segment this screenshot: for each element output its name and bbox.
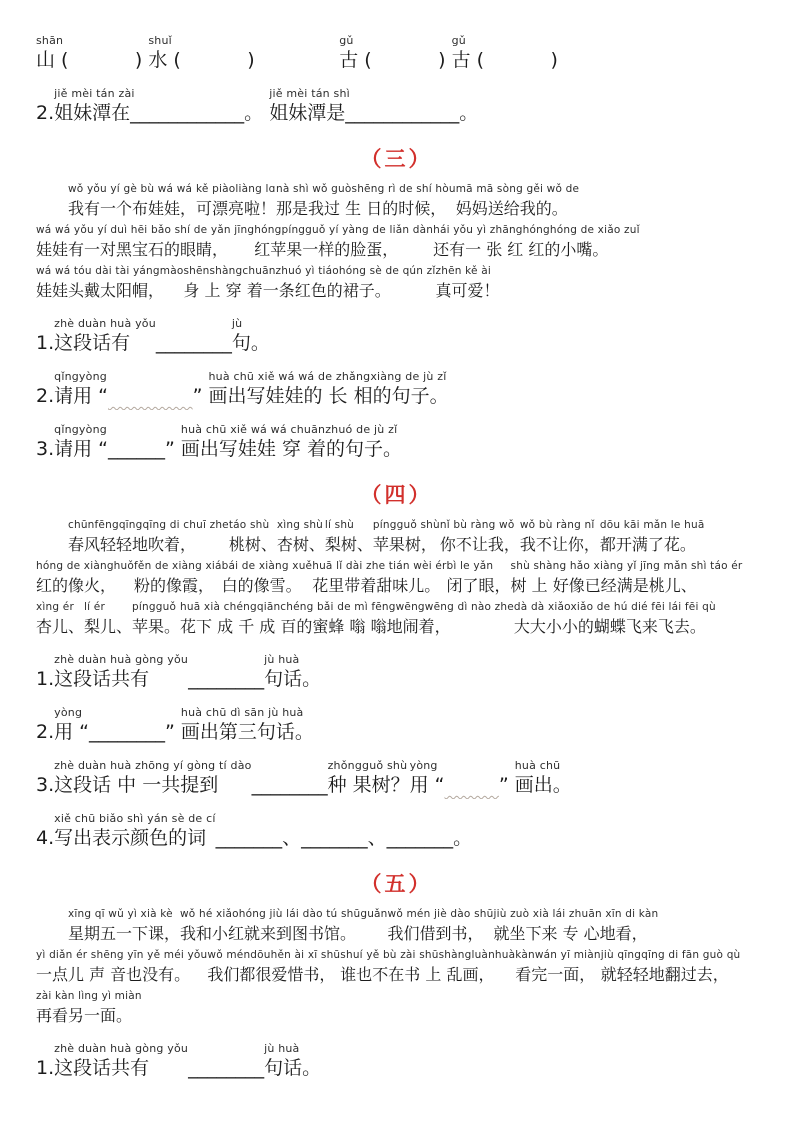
text-segment bbox=[84, 601, 132, 640]
paragraph-line bbox=[36, 908, 757, 947]
text-segment bbox=[54, 370, 108, 410]
chinese-text: ” bbox=[165, 438, 181, 460]
text-segment bbox=[54, 706, 89, 746]
chinese-text: 你不让我， bbox=[439, 535, 520, 554]
chinese-text: 水 ( ) bbox=[148, 49, 255, 71]
text-segment bbox=[54, 653, 188, 693]
pinyin-annotation: jù huà bbox=[264, 653, 300, 666]
pinyin-annotation: jiě mèi tán shì bbox=[269, 87, 350, 100]
text-segment bbox=[447, 560, 511, 599]
paragraph-line bbox=[36, 519, 757, 558]
pinyin-annotation: yòng bbox=[409, 759, 438, 772]
chinese-text: 我有一个布娃娃， bbox=[68, 199, 197, 218]
chinese-text: 我不让你， bbox=[519, 535, 600, 554]
text-segment bbox=[515, 949, 601, 988]
chinese-text: 还有一 张 红 红的小嘴。 bbox=[433, 240, 609, 259]
text-segment bbox=[36, 772, 54, 799]
chinese-text: 桃树、 bbox=[228, 535, 277, 554]
pinyin-annotation: xiě chū biǎo shì yán sè de cí bbox=[54, 812, 216, 825]
pinyin-annotation: chūnfēngqīngqīng di chuī zhe bbox=[68, 519, 229, 531]
text-segment bbox=[54, 812, 215, 852]
text-segment bbox=[36, 383, 54, 410]
chinese-text: ________ bbox=[155, 332, 232, 354]
text-segment bbox=[132, 601, 180, 640]
text-segment bbox=[165, 436, 181, 463]
text-segment bbox=[134, 560, 222, 599]
chinese-text: 请用 “ bbox=[54, 385, 109, 407]
chinese-text: 大大小小的蝴蝶飞来飞去。 bbox=[513, 617, 706, 636]
chinese-text: _______、_______、_______。 bbox=[215, 827, 473, 849]
chinese-text: ________ bbox=[188, 668, 265, 690]
question-line bbox=[36, 706, 757, 746]
chinese-text: 这段话共有 bbox=[54, 668, 150, 690]
text-segment bbox=[520, 519, 600, 558]
text-segment bbox=[54, 1042, 188, 1082]
chinese-text: 身 上 穿 着一条红色的裙子。 bbox=[183, 281, 391, 300]
chinese-text bbox=[445, 772, 499, 799]
pinyin-annotation: gǔ bbox=[339, 34, 354, 47]
answer-blank bbox=[89, 719, 165, 746]
text-segment bbox=[36, 560, 134, 599]
question-line bbox=[36, 370, 757, 410]
section-header: （五） bbox=[360, 872, 433, 896]
text-segment bbox=[276, 183, 456, 222]
fill-in-line bbox=[36, 34, 757, 74]
text-segment bbox=[433, 224, 640, 263]
pinyin-annotation: zhè duàn huà gòng yǒu bbox=[54, 1042, 189, 1055]
chinese-text: 这段话有 bbox=[54, 332, 131, 354]
chinese-text: 这段话共有 bbox=[54, 1057, 150, 1079]
text-segment bbox=[36, 330, 54, 357]
text-segment bbox=[493, 908, 658, 947]
chinese-text: 杏儿、 bbox=[36, 617, 85, 636]
text-segment bbox=[36, 990, 142, 1029]
text-segment bbox=[452, 34, 558, 74]
pinyin-annotation: wá wá yǒu yí duì hēi bǎo shí de yǎn jīng bbox=[36, 224, 255, 236]
text-segment bbox=[264, 653, 321, 693]
chinese-text: 真可爱！ bbox=[435, 281, 500, 300]
chinese-text: ________ bbox=[251, 774, 328, 796]
chinese-text: 句话。 bbox=[264, 668, 322, 690]
chinese-text: 花里带着甜味儿。 bbox=[312, 576, 441, 595]
wavy-answer-blank bbox=[108, 383, 193, 410]
pinyin-annotation: wǒ mén jiè dào shū bbox=[387, 908, 494, 920]
chinese-text: 一点儿 声 音也没有。 bbox=[36, 965, 191, 984]
text-segment bbox=[339, 34, 451, 74]
chinese-text: 可漂亮啦！ bbox=[196, 199, 277, 218]
pinyin-annotation: shuǐ bbox=[148, 34, 172, 47]
text-segment bbox=[277, 519, 325, 558]
chinese-text: 4. bbox=[36, 827, 55, 849]
text-segment bbox=[515, 759, 572, 799]
chinese-text: 山 ( ) bbox=[36, 49, 149, 71]
text-segment bbox=[148, 34, 254, 74]
text-segment bbox=[340, 949, 515, 988]
chinese-text: 就轻轻地翻过去， bbox=[600, 965, 729, 984]
text-segment bbox=[36, 666, 54, 693]
text-segment bbox=[410, 759, 445, 799]
text-segment bbox=[54, 423, 108, 463]
text-segment bbox=[36, 436, 54, 463]
chinese-text: 我们借到书， bbox=[387, 924, 484, 943]
wavy-answer-blank bbox=[445, 772, 499, 799]
pinyin-annotation: zhēn kě ài bbox=[435, 265, 491, 277]
pinyin-annotation: kànwán yī miàn bbox=[515, 949, 601, 961]
pinyin-annotation: huā xià chéngqiānchéng bǎi de mì fēngwēngwēng dì nào zhe bbox=[180, 601, 514, 613]
chinese-text: 画出写娃娃 穿 着的句子。 bbox=[180, 438, 403, 460]
pinyin-annotation: qǐngyòng bbox=[54, 370, 107, 383]
chinese-text: 星期五一下课， bbox=[68, 924, 181, 943]
question-line bbox=[36, 759, 757, 799]
pinyin-annotation: zhè duàn huà gòng yǒu bbox=[54, 653, 189, 666]
pinyin-annotation: shēnshàngchuānzhuó yì tiáohóng sè de qún zǐ bbox=[183, 265, 436, 277]
chinese-text: 1. bbox=[36, 332, 55, 354]
chinese-text: 种 果树？ bbox=[327, 774, 410, 796]
pinyin-annotation: shuí yě bù zài shūshàngluànhuà bbox=[340, 949, 516, 961]
text-segment bbox=[181, 423, 402, 463]
chinese-text: 这段话 中 一共提到 bbox=[54, 774, 219, 796]
pinyin-annotation: dà dà xiǎoxiǎo de hú dié fēi lái fēi qù bbox=[513, 601, 716, 613]
pinyin-annotation: dōu kāi mǎn le huā bbox=[599, 519, 705, 531]
pinyin-annotation: hóngpíngguǒ yí yàng de liǎn dàn bbox=[254, 224, 434, 236]
text-segment bbox=[269, 87, 478, 127]
text-segment bbox=[325, 519, 373, 558]
chinese-text: ” bbox=[165, 721, 181, 743]
chinese-text: 苹果。 bbox=[132, 617, 181, 636]
section-header: （三） bbox=[360, 147, 433, 171]
pinyin-annotation: jiù zuò xià lái zhuān xīn di kàn bbox=[493, 908, 659, 920]
chinese-text: 白的像雪。 bbox=[221, 576, 302, 595]
pinyin-annotation: fěn de xiàng xiá bbox=[134, 560, 222, 572]
chinese-text: 2. bbox=[36, 721, 55, 743]
pinyin-annotation: gǔ bbox=[451, 34, 466, 47]
chinese-text: 苹果树， bbox=[372, 535, 437, 554]
pinyin-annotation: yòng bbox=[54, 706, 83, 719]
chinese-text: 古 ( ) bbox=[339, 49, 452, 71]
text-segment bbox=[232, 317, 270, 357]
chinese-text: 2. bbox=[36, 102, 55, 124]
chinese-text: 花下 成 千 成 百的蜜蜂 嗡 嗡地闹着， bbox=[180, 617, 451, 636]
pinyin-annotation: jù huà bbox=[264, 1042, 300, 1055]
pinyin-annotation: xìng ér bbox=[36, 601, 74, 613]
text-segment bbox=[388, 908, 494, 947]
chinese-text: ________ bbox=[188, 1057, 265, 1079]
text-segment bbox=[328, 759, 410, 799]
pinyin-annotation: yì diǎn ér shēng yīn yě méi yǒu bbox=[36, 949, 208, 961]
text-segment bbox=[264, 1042, 321, 1082]
chinese-text: 用 “ bbox=[54, 721, 90, 743]
chinese-text: 我们都很爱惜书， bbox=[207, 965, 336, 984]
chinese-text: 谁也不在书 上 乱画， bbox=[340, 965, 495, 984]
text-segment bbox=[222, 560, 313, 599]
chinese-text: 杏树、 bbox=[276, 535, 325, 554]
pinyin-annotation: shù shàng hǎo xiàng yǐ jīng mǎn shì táo ér bbox=[510, 560, 743, 572]
chinese-text: ” bbox=[498, 774, 515, 796]
text-segment bbox=[511, 560, 743, 599]
text-segment bbox=[373, 519, 440, 558]
text-segment bbox=[36, 601, 84, 640]
chinese-text: 梨树、 bbox=[324, 535, 373, 554]
paragraph-line bbox=[36, 265, 757, 304]
paragraph-line bbox=[36, 990, 757, 1029]
text-segment bbox=[436, 265, 500, 304]
chinese-text: 1. bbox=[36, 1057, 55, 1079]
chinese-text: 姐妹潭是____________。 bbox=[269, 102, 479, 124]
pinyin-annotation: bì le yǎn bbox=[446, 560, 494, 572]
text-segment bbox=[36, 265, 183, 304]
chinese-text: 那是我过 生 日的时候， bbox=[276, 199, 447, 218]
chinese-text: 就坐下来 专 心地看， bbox=[493, 924, 648, 943]
pinyin-annotation: nǐ bù ràng wǒ bbox=[439, 519, 515, 531]
text-segment bbox=[193, 383, 209, 410]
pinyin-annotation: hái yǒu yì zhānghónghóng de xiǎo zuǐ bbox=[433, 224, 640, 236]
chinese-text: 画出。 bbox=[514, 774, 572, 796]
pinyin-annotation: huà chū xiě wá wá chuānzhuó de jù zǐ bbox=[180, 423, 398, 436]
chinese-text: 句。 bbox=[231, 332, 270, 354]
text-segment bbox=[255, 47, 340, 74]
text-segment bbox=[36, 949, 207, 988]
text-segment bbox=[36, 100, 54, 127]
chinese-text: 我和小红就来到图书馆。 bbox=[180, 924, 357, 943]
text-segment bbox=[208, 370, 448, 410]
chinese-text: 红苹果一样的脸蛋， bbox=[254, 240, 399, 259]
pinyin-annotation: shān bbox=[36, 34, 64, 47]
pinyin-annotation: wǒ méndōuhěn ài xī shū bbox=[207, 949, 341, 961]
text-segment bbox=[499, 772, 515, 799]
pinyin-annotation: wǒ bù ràng nǐ bbox=[519, 519, 595, 531]
text-segment bbox=[36, 224, 254, 263]
text-segment bbox=[312, 560, 446, 599]
pinyin-annotation: hóng de xiànghuǒ bbox=[36, 560, 135, 572]
chinese-text: 用 “ bbox=[409, 774, 445, 796]
pinyin-annotation: zài kàn lìng yì miàn bbox=[36, 990, 142, 1002]
text-segment bbox=[514, 601, 716, 640]
text-segment bbox=[54, 87, 269, 127]
chinese-text: 妈妈送给我的。 bbox=[455, 199, 568, 218]
chinese-text: 看完一面， bbox=[515, 965, 596, 984]
paragraph-line bbox=[36, 601, 757, 640]
pinyin-annotation: jiù qīngqīng di fān guò qù bbox=[600, 949, 741, 961]
text-segment bbox=[181, 706, 314, 746]
chinese-text: 红的像火， bbox=[36, 576, 117, 595]
text-segment bbox=[36, 34, 148, 74]
question-line bbox=[36, 423, 757, 463]
pinyin-annotation: jiě mèi tán zài bbox=[54, 87, 135, 100]
pinyin-annotation: píngguǒ bbox=[132, 601, 177, 613]
text-segment bbox=[207, 949, 340, 988]
chinese-text: ________ bbox=[89, 721, 166, 743]
pinyin-annotation: nà shì wǒ guòshēng rì de shí hòu bbox=[276, 183, 456, 195]
pinyin-annotation: huà chū bbox=[514, 759, 561, 772]
section-header: （四） bbox=[360, 483, 433, 507]
chinese-text: 春风轻轻地吹着， bbox=[68, 535, 197, 554]
chinese-text: 画出第三句话。 bbox=[180, 721, 314, 743]
text-segment bbox=[36, 1055, 54, 1082]
pinyin-annotation: bái de xiàng xuě bbox=[221, 560, 313, 572]
answer-blank bbox=[252, 772, 328, 799]
chinese-text: 请用 “ bbox=[54, 438, 109, 460]
chinese-text: 树 上 好像已经满是桃儿、 bbox=[510, 576, 697, 595]
text-segment bbox=[229, 519, 277, 558]
text-segment bbox=[54, 759, 251, 799]
chinese-text: 1. bbox=[36, 668, 55, 690]
chinese-text: ______ bbox=[108, 438, 166, 460]
chinese-text: 句话。 bbox=[264, 1057, 322, 1079]
paragraph-line bbox=[36, 224, 757, 263]
pinyin-annotation: zhǒngguǒ shù bbox=[327, 759, 408, 772]
question-line bbox=[36, 812, 757, 852]
pinyin-annotation: huà chū xiě wá wá de zhǎngxiàng de jù zǐ bbox=[208, 370, 447, 383]
pinyin-annotation: xīng qī wǔ yì xià kè bbox=[68, 908, 173, 920]
pinyin-annotation: wǒ hé xiǎohóng jiù lái dào tú shūguǎn bbox=[180, 908, 388, 920]
text-segment bbox=[440, 519, 520, 558]
pinyin-annotation: zhè duàn huà zhōng yí gòng tí dào bbox=[54, 759, 252, 772]
text-segment bbox=[54, 317, 156, 357]
text-segment bbox=[68, 519, 229, 558]
text-segment bbox=[254, 224, 433, 263]
text-segment bbox=[36, 825, 54, 852]
text-segment bbox=[68, 183, 196, 222]
text-segment bbox=[196, 183, 276, 222]
chinese-text: 姐妹潭在____________。 bbox=[54, 102, 270, 124]
question-line bbox=[36, 317, 757, 357]
text-segment bbox=[180, 908, 388, 947]
chinese-text: 写出表示颜色的词 bbox=[54, 827, 207, 849]
text-segment bbox=[165, 719, 181, 746]
answer-blank bbox=[156, 330, 232, 357]
chinese-text bbox=[108, 383, 193, 410]
text-segment bbox=[456, 183, 579, 222]
pinyin-annotation: zhè duàn huà yǒu bbox=[54, 317, 156, 330]
text-segment bbox=[183, 265, 435, 304]
answer-blank bbox=[188, 666, 264, 693]
pinyin-annotation: lí shù bbox=[324, 519, 355, 531]
text-segment bbox=[68, 908, 180, 947]
chinese-text bbox=[255, 47, 340, 74]
chinese-text: 3. bbox=[36, 774, 55, 796]
pinyin-annotation: xìng shù bbox=[276, 519, 324, 531]
question-line bbox=[36, 1042, 757, 1082]
pinyin-annotation: mā mā sòng gěi wǒ de bbox=[455, 183, 580, 195]
pinyin-annotation: píngguǒ shù bbox=[372, 519, 440, 531]
text-segment bbox=[36, 719, 54, 746]
pinyin-annotation: kě piàoliàng lɑ bbox=[196, 183, 276, 195]
paragraph-line bbox=[36, 560, 757, 599]
pinyin-annotation: qǐngyòng bbox=[54, 423, 107, 436]
chinese-text: 娃娃头戴太阳帽， bbox=[36, 281, 165, 300]
answer-blank bbox=[216, 825, 473, 852]
paragraph-line bbox=[36, 949, 757, 988]
question-line bbox=[36, 87, 757, 127]
chinese-text: 2. bbox=[36, 385, 55, 407]
chinese-text: 粉的像霞， bbox=[134, 576, 215, 595]
pinyin-annotation: táo shù bbox=[228, 519, 270, 531]
pinyin-annotation: jù bbox=[231, 317, 243, 330]
chinese-text: 闭了眼， bbox=[446, 576, 511, 595]
pinyin-annotation: huā lǐ dài zhe tián wèi ér bbox=[312, 560, 447, 572]
chinese-text: ” bbox=[192, 385, 209, 407]
chinese-text: 娃娃有一对黑宝石的眼睛， bbox=[36, 240, 229, 259]
paragraph-line bbox=[36, 183, 757, 222]
chinese-text: 都开满了花。 bbox=[599, 535, 696, 554]
answer-blank bbox=[188, 1055, 264, 1082]
text-segment bbox=[180, 601, 514, 640]
chinese-text: 梨儿、 bbox=[84, 617, 133, 636]
pinyin-annotation: lí ér bbox=[84, 601, 105, 613]
chinese-text: 再看另一面。 bbox=[36, 1006, 133, 1025]
answer-blank bbox=[108, 436, 165, 463]
chinese-text: 画出写娃娃的 长 相的句子。 bbox=[208, 385, 449, 407]
chinese-text: 古 ( ) bbox=[451, 49, 558, 71]
text-segment bbox=[601, 949, 741, 988]
pinyin-annotation: huà chū dì sān jù huà bbox=[180, 706, 304, 719]
chinese-text: 3. bbox=[36, 438, 55, 460]
pinyin-annotation: wǒ yǒu yí gè bù wá wá bbox=[68, 183, 193, 195]
pinyin-annotation: wá wá tóu dài tài yángmào bbox=[36, 265, 184, 277]
text-segment bbox=[600, 519, 705, 558]
question-line bbox=[36, 653, 757, 693]
